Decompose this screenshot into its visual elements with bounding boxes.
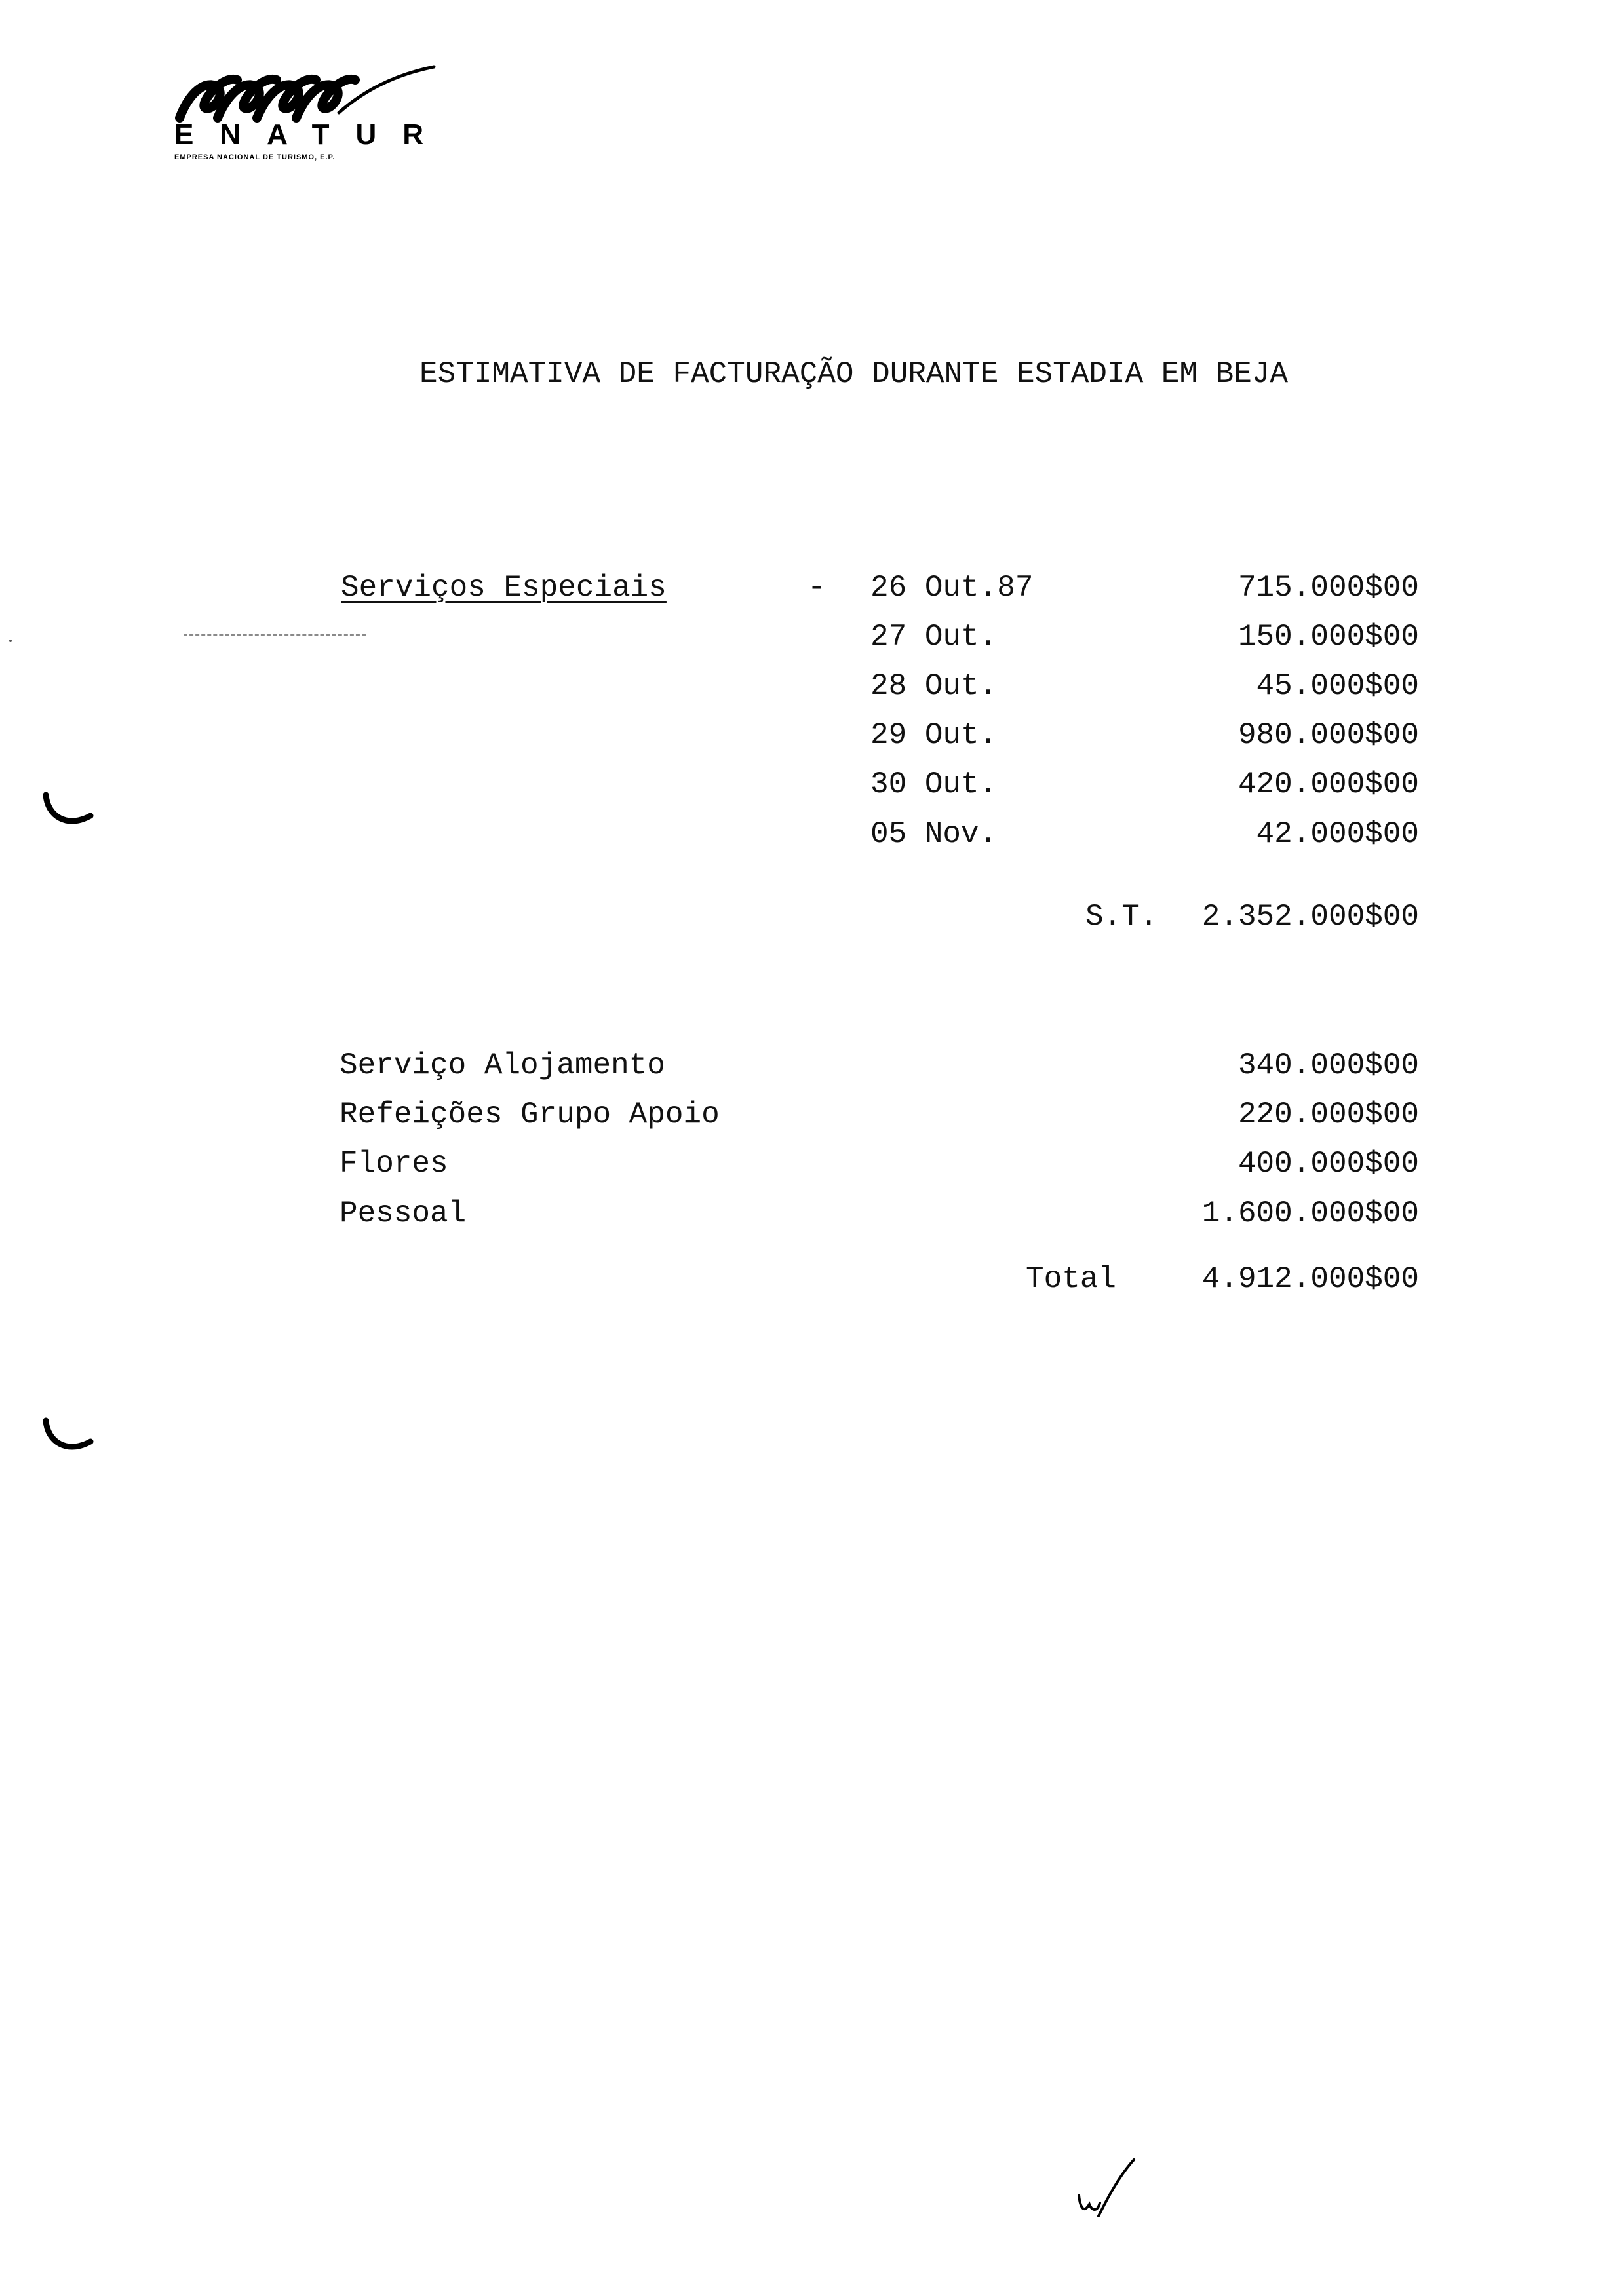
item-amount: 1.600.000$00 — [1201, 1196, 1419, 1231]
item-label: Flores — [340, 1147, 448, 1181]
punch-hole-mark-icon — [41, 790, 100, 835]
wave-logo-icon — [172, 60, 447, 126]
service-amount: 150.000$00 — [1237, 620, 1419, 654]
service-amount: 42.000$00 — [1256, 817, 1419, 851]
special-services-label: Serviços Especiais — [341, 571, 667, 605]
service-date: 05 Nov. — [870, 817, 998, 851]
dashed-line — [184, 634, 366, 636]
item-amount: 220.000$00 — [1237, 1098, 1419, 1132]
service-date: 27 Out. — [870, 620, 998, 654]
special-services-dash: - — [808, 571, 826, 605]
service-date: 28 Out. — [870, 669, 998, 703]
subtotal-label: S.T. — [1085, 900, 1158, 934]
total-label: Total — [1026, 1262, 1117, 1296]
service-date: 29 Out. — [870, 718, 998, 752]
item-amount: 400.000$00 — [1237, 1147, 1419, 1181]
service-date: 26 Out.87 — [870, 571, 1034, 605]
handwritten-checkmark-icon — [1075, 2156, 1140, 2228]
service-amount: 980.000$00 — [1237, 718, 1419, 752]
subtotal-amount: 2.352.000$00 — [1201, 900, 1419, 934]
punch-hole-mark-icon — [41, 1415, 100, 1461]
service-amount: 715.000$00 — [1237, 571, 1419, 605]
service-date: 30 Out. — [870, 767, 998, 801]
item-label: Serviço Alojamento — [340, 1048, 665, 1082]
item-amount: 340.000$00 — [1237, 1048, 1419, 1082]
service-amount: 420.000$00 — [1237, 767, 1419, 801]
service-amount: 45.000$00 — [1256, 669, 1419, 703]
enatur-logo — [172, 60, 450, 172]
item-label: Refeições Grupo Apoio — [340, 1098, 720, 1132]
scan-speck — [9, 640, 12, 642]
total-amount: 4.912.000$00 — [1201, 1262, 1419, 1296]
document-title: ESTIMATIVA DE FACTURAÇÃO DURANTE ESTADIA EM BEJA — [419, 357, 1289, 391]
item-label: Pessoal — [340, 1196, 467, 1231]
logo-subtitle: EMPRESA NACIONAL DE TURISMO, E.P. — [174, 153, 336, 161]
logo-wordmark: ENATUR — [174, 119, 450, 151]
